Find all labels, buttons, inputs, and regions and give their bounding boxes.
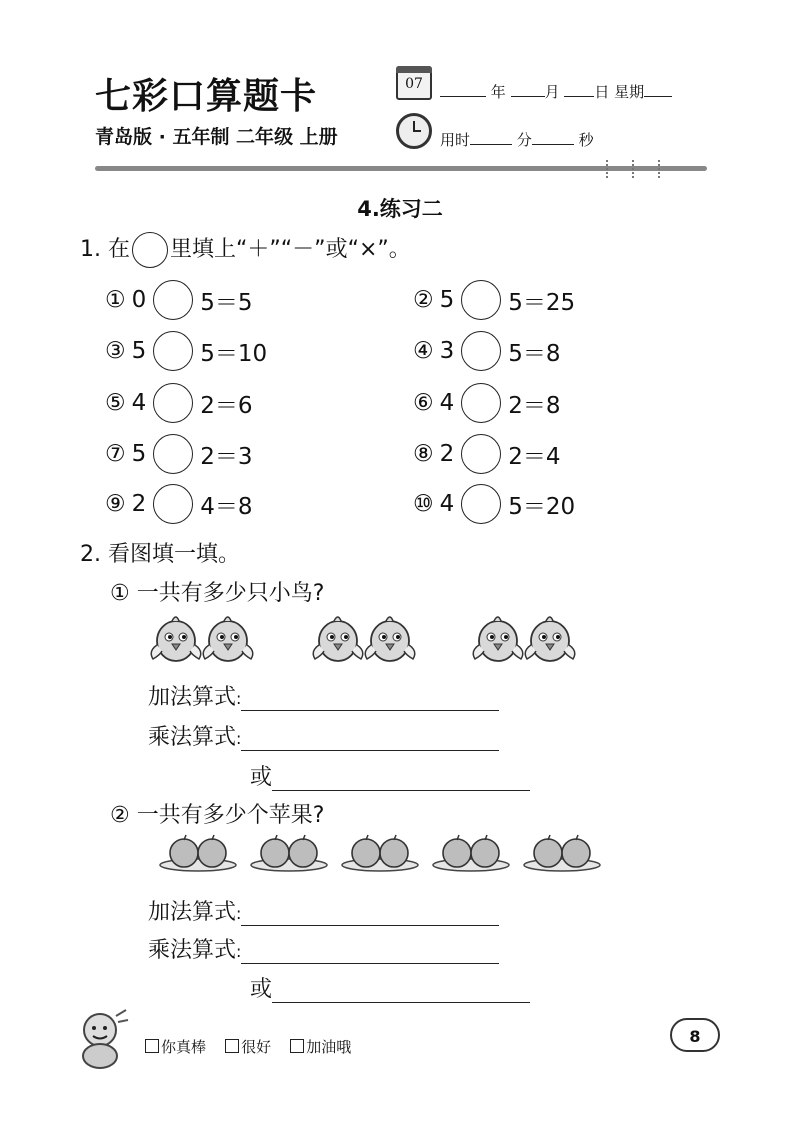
seconds-blank[interactable]: [532, 128, 574, 145]
equation-item: [105, 484, 253, 524]
equation-rest: 5＝25: [508, 289, 576, 316]
apple-plate-icon: [522, 832, 602, 874]
equation-rest: 2＝8: [508, 392, 561, 419]
operand-a: 0: [131, 287, 147, 313]
operator-answer-circle[interactable]: [461, 484, 501, 524]
q1-prompt-end: 里填上“＋”“－”或“×”。: [169, 237, 411, 262]
year-blank[interactable]: [440, 80, 486, 97]
equation-number: ⑨: [105, 491, 126, 517]
equation-rest: 2＝4: [508, 443, 561, 470]
add-label: 加法算式: [148, 900, 237, 925]
mul-label: 乘法算式: [148, 725, 237, 750]
brand-title: 七彩口算题卡: [95, 76, 318, 117]
operator-answer-circle[interactable]: [153, 331, 193, 371]
operand-a: 5: [439, 287, 455, 313]
operator-answer-circle[interactable]: [461, 280, 501, 320]
time-fill: [440, 128, 594, 150]
q2-prompt: 2. 看图填一填。: [80, 542, 240, 567]
operator-answer-circle[interactable]: [153, 484, 193, 524]
bird-icon: [310, 611, 366, 669]
operand-a: 4: [131, 390, 147, 416]
part1-add-answer-line[interactable]: [241, 686, 499, 711]
operator-answer-circle[interactable]: [461, 331, 501, 371]
equation-item: [413, 484, 575, 524]
part1-mul-row: 乘法算式:: [148, 720, 499, 751]
or-label: 或: [250, 765, 273, 790]
equation-number: ⑩: [413, 491, 434, 517]
operand-a: 2: [131, 491, 147, 517]
year-label: 年: [490, 83, 506, 101]
day-label: 日: [594, 83, 610, 101]
calendar-icon: [396, 66, 432, 100]
equation-number: ⑤: [105, 390, 126, 416]
operand-a: 2: [439, 441, 455, 467]
seconds-label: 秒: [578, 131, 594, 149]
apple-plate-icon: [340, 832, 420, 874]
q1-prompt-start: 1. 在: [80, 237, 130, 262]
bird-icon: [522, 611, 578, 669]
equation-rest: 4＝8: [200, 493, 253, 520]
operator-answer-circle[interactable]: [153, 280, 193, 320]
edition-label: 青岛版 · 五年制 二年级 上册: [95, 126, 338, 148]
part1-add-row: 加法算式:: [148, 680, 499, 711]
q1-prompt: [80, 232, 411, 268]
page-number: 8: [670, 1018, 720, 1052]
bird-icon: [200, 611, 256, 669]
part1-or-row: [250, 760, 530, 791]
day-blank[interactable]: [564, 80, 594, 97]
q2-part1-question: ① 一共有多少只小鸟?: [110, 581, 325, 606]
rating-options: [145, 1036, 351, 1057]
equation-number: ⑦: [105, 441, 126, 467]
or-label: 或: [250, 977, 273, 1002]
month-label: 月: [544, 83, 560, 101]
equation-rest: 5＝8: [508, 340, 561, 367]
equation-rest: 5＝20: [508, 493, 576, 520]
weekday-label: 星期: [614, 83, 645, 101]
mascot-icon: [72, 1008, 132, 1070]
minutes-blank[interactable]: [470, 128, 512, 145]
equation-number: ④: [413, 338, 434, 364]
part2-mul-row: 乘法算式:: [148, 933, 499, 964]
part2-add-row: 加法算式:: [148, 895, 499, 926]
rating-checkbox[interactable]: [290, 1039, 304, 1053]
equation-item: [413, 280, 575, 320]
mul-label: 乘法算式: [148, 938, 237, 963]
add-label: 加法算式: [148, 685, 237, 710]
rating-label-great: 你真棒: [161, 1038, 207, 1056]
apple-plate-icon: [158, 832, 238, 874]
apple-plate-icon: [431, 832, 511, 874]
operator-answer-circle[interactable]: [153, 383, 193, 423]
operand-a: 5: [131, 441, 147, 467]
part1-mul-answer-line[interactable]: [241, 726, 499, 751]
equation-item: [105, 434, 253, 474]
operator-answer-circle[interactable]: [461, 434, 501, 474]
part1-or-answer-line[interactable]: [272, 766, 530, 791]
part2-mul-answer-line[interactable]: [241, 939, 499, 964]
operand-a: 3: [439, 338, 455, 364]
equation-number: ①: [105, 287, 126, 313]
equation-rest: 5＝5: [200, 289, 253, 316]
divider-ornament: [658, 160, 666, 178]
part2-add-answer-line[interactable]: [241, 901, 499, 926]
calendar-day: 07: [405, 76, 423, 92]
bird-icon: [148, 611, 204, 669]
operator-answer-circle[interactable]: [461, 383, 501, 423]
equation-rest: 5＝10: [200, 340, 268, 367]
equation-item: [413, 383, 561, 423]
prompt-circle-icon: [132, 232, 168, 268]
equation-number: ⑧: [413, 441, 434, 467]
equation-rest: 2＝6: [200, 392, 253, 419]
bird-icon: [362, 611, 418, 669]
header-divider: [95, 166, 707, 171]
equation-number: ③: [105, 338, 126, 364]
time-used-label: 用时: [440, 131, 471, 149]
equation-item: [413, 434, 561, 474]
equation-item: [105, 280, 253, 320]
operand-a: 4: [439, 491, 455, 517]
equation-item: [105, 331, 267, 371]
rating-label-good: 很好: [241, 1038, 272, 1056]
q2-part2-question: ② 一共有多少个苹果?: [110, 803, 325, 828]
bird-icon: [470, 611, 526, 669]
rating-label-keep-going: 加油哦: [306, 1038, 352, 1056]
equation-number: ②: [413, 287, 434, 313]
equation-rest: 2＝3: [200, 443, 253, 470]
divider-ornament: [606, 160, 614, 178]
section-title: 4.练习二: [357, 197, 443, 221]
clock-icon: [396, 113, 432, 149]
month-blank[interactable]: [511, 80, 545, 97]
weekday-blank[interactable]: [644, 80, 672, 97]
equation-item: [413, 331, 561, 371]
operand-a: 5: [131, 338, 147, 364]
date-fill: [440, 80, 672, 102]
rating-checkbox[interactable]: [225, 1039, 239, 1053]
operator-answer-circle[interactable]: [153, 434, 193, 474]
operand-a: 4: [439, 390, 455, 416]
apple-plate-icon: [249, 832, 329, 874]
divider-ornament: [632, 160, 640, 178]
part2-or-answer-line[interactable]: [272, 978, 530, 1003]
rating-checkbox[interactable]: [145, 1039, 159, 1053]
equation-number: ⑥: [413, 390, 434, 416]
part2-or-row: [250, 972, 530, 1003]
minutes-label: 分: [516, 131, 532, 149]
equation-item: [105, 383, 253, 423]
